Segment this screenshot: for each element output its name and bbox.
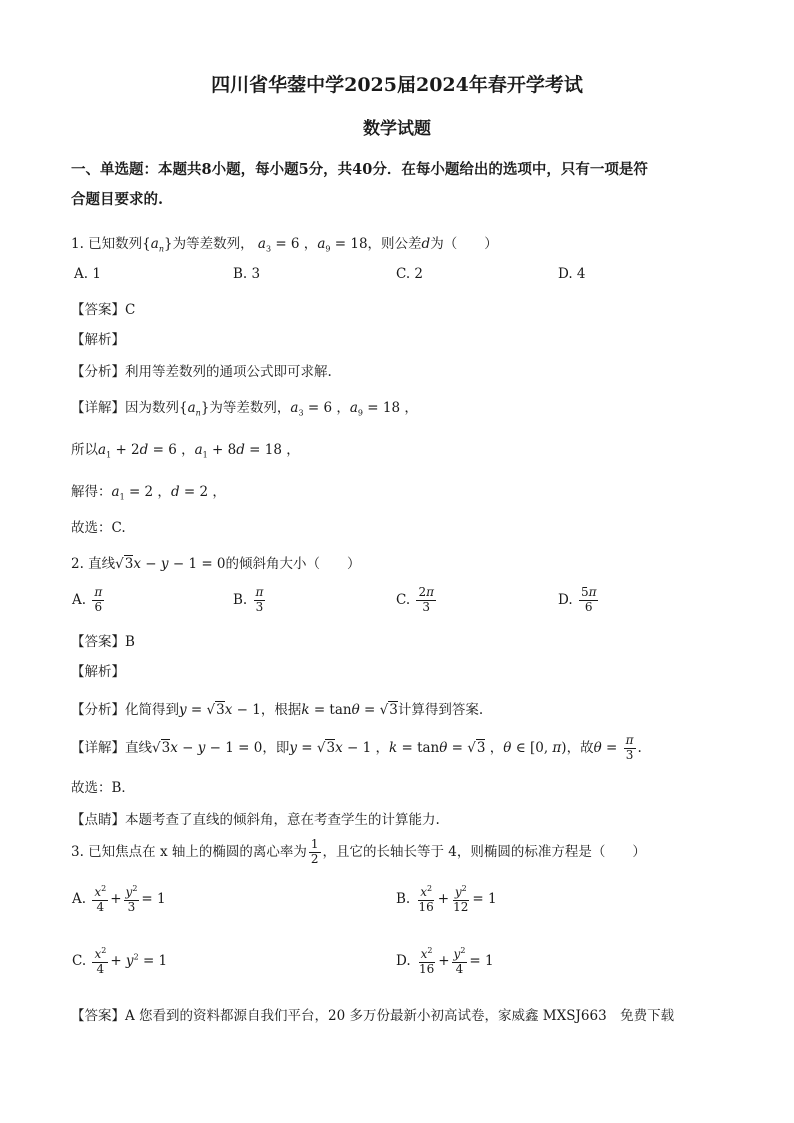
q1-option-a: A. 1 bbox=[74, 266, 101, 282]
q1-analysis-label: 【解析】 bbox=[71, 332, 125, 348]
q1-guxuan: 故选：C. bbox=[71, 520, 126, 536]
q2-option-c: C. $\frac{2\pi}{3}$ bbox=[396, 585, 434, 614]
math-seq: $\{a_n\}$ bbox=[142, 236, 173, 254]
q2-answer: 【答案】B bbox=[71, 634, 135, 650]
q1-jiede: 解得：$a_1 = 2$ ，d = 2 ， bbox=[71, 484, 226, 502]
q2-xiangjie: 【详解】直线√3x − y − 1 = 0，即y = √3x − 1 ，k = tanθ = √3 ，θ ∈ [0, π)，故θ = $\frac{\pi}{3}$ . bbox=[71, 733, 642, 762]
q3-option-b: B. $\frac{x^2}{16}$ + $\frac{y^2}{12}$ = 1 bbox=[396, 884, 497, 914]
exam-title: 四川省华蓥中学2025届2024年春开学考试 bbox=[211, 74, 583, 96]
q2-guxuan: 故选：B． bbox=[71, 780, 135, 796]
q3-option-d: D. $\frac{x^2}{16}$ + $\frac{y^2}{4}$ = 1 bbox=[396, 946, 494, 976]
q3-stem: 3. 已知焦点在 x 轴上的椭圆的离心率为 $\frac{1}{2}$ ，且它的长轴长等于 4，则椭圆的标准方程是（ ） bbox=[71, 837, 646, 866]
answer-tag: 【答案】A bbox=[71, 1008, 135, 1024]
section-heading-line2: 合题目要求的. bbox=[71, 191, 164, 208]
q3-option-a: A. $\frac{x^2}{4}$ + $\frac{y^2}{3}$ = 1 bbox=[72, 884, 166, 914]
q2-dianjing: 【点睛】本题考查了直线的倾斜角，意在考查学生的计算能力. bbox=[71, 812, 440, 828]
q3-option-c: C. $\frac{x^2}{4}$ + $y^2 = 1$ bbox=[72, 946, 168, 976]
q1-option-b: B. 3 bbox=[233, 266, 261, 282]
q2-option-d: D. $\frac{5\pi}{6}$ bbox=[558, 585, 597, 614]
section-heading-line1: 一、单选题：本题共8小题，每小题5分，共40分．在每小题给出的选项中，只有一项是符 bbox=[71, 161, 648, 178]
q1-fenxi: 【分析】利用等差数列的通项公式即可求解. bbox=[71, 364, 332, 380]
exam-subtitle: 数学试题 bbox=[363, 119, 431, 139]
q2-fenxi: 【分析】化简得到y = √3x − 1，根据k = tanθ = √3计算得到答案. bbox=[71, 702, 484, 718]
q1-answer: 【答案】C bbox=[71, 302, 136, 318]
ad-text: 您看到的资料都源自我们平台，20 多万份最新小初高试卷，家威鑫 MXSJ663 免费下载 bbox=[139, 1008, 675, 1024]
q2-option-a: A. $\frac{\pi}{6}$ bbox=[72, 585, 103, 614]
q1-xiangjie: 【详解】因为数列$\{a_n\}$为等差数列，$a_3 = 6$ ，$a_9 = 18$ ， bbox=[71, 400, 418, 418]
q1-suoyi: 所以$a_1 + 2d = 6$ ，$a_1 + 8d = 18$ ， bbox=[71, 442, 300, 460]
q1-option-c: C. 2 bbox=[396, 266, 424, 282]
q1-stem: 1. 已知数列$\{a_n\}$为等差数列， $a_3 = 6$ ，$a_9 = 18$，则公差d为（ ） bbox=[71, 236, 498, 254]
q1-option-d: D. 4 bbox=[558, 266, 586, 282]
q2-analysis-label: 【解析】 bbox=[71, 664, 125, 680]
q2-option-b: B. $\frac{\pi}{3}$ bbox=[233, 585, 264, 614]
footer-line bbox=[71, 1004, 674, 1024]
q2-stem: 2. 直线√3x − y − 1 = 0的倾斜角大小（ ） bbox=[71, 556, 361, 572]
math: $a_3 = 6$ ，$a_9 = 18$ bbox=[257, 236, 368, 254]
